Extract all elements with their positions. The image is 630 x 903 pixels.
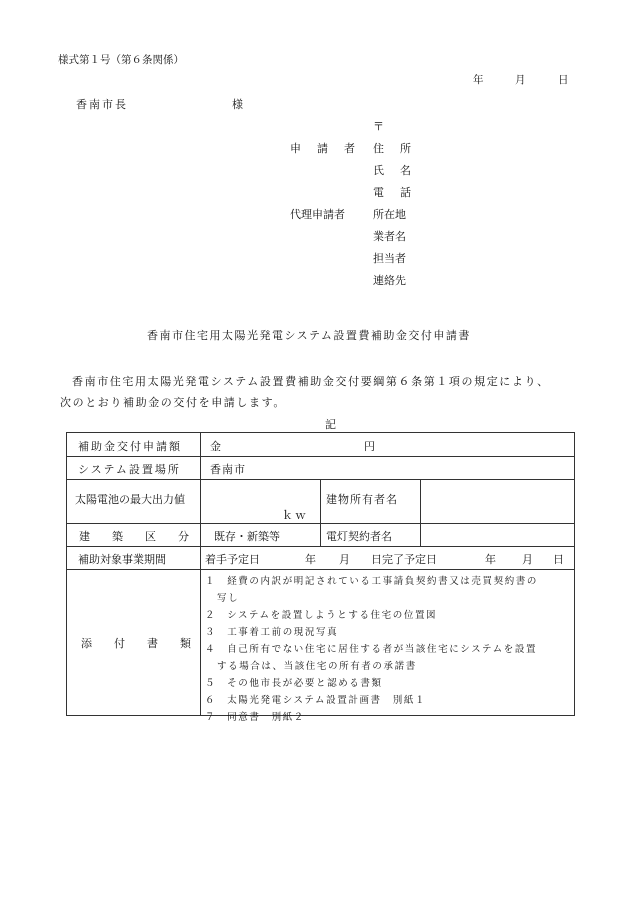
- applicant-role-label: 申請者: [290, 142, 371, 155]
- attachment-item-4-cont: する場合は、当該住宅の所有者の承諾書: [217, 661, 417, 672]
- max-output-label: 太陽電池の最大出力値: [75, 493, 185, 506]
- period-end-label: 日完了予定日: [371, 553, 437, 566]
- date-year-label: 年: [473, 74, 484, 86]
- attachments-label: 添付書類: [81, 637, 213, 650]
- amount-unit: 円: [364, 440, 375, 453]
- attachment-item-1: １ 経費の内訳が明記されている工事請負契約書又は売買契約書の: [205, 576, 539, 587]
- period-end-day: 日: [553, 553, 564, 566]
- amount-prefix: 金: [210, 440, 221, 453]
- ki-heading: 記: [325, 418, 336, 431]
- attachment-item-1-cont: 写し: [217, 593, 240, 604]
- agent-company-label: 業者名: [373, 230, 406, 243]
- max-output-unit: ｋｗ: [282, 509, 308, 522]
- addressee-suffix: 様: [232, 98, 243, 111]
- installation-location-label: システム設置場所: [78, 463, 181, 476]
- building-type-value: 既存・新築等: [214, 530, 280, 543]
- period-end-year: 年: [485, 553, 496, 566]
- period-start-month: 月: [339, 553, 350, 566]
- electricity-contract-label: 電灯契約者名: [326, 530, 392, 543]
- attachment-item-3: ３ 工事着工前の現況写真: [205, 627, 339, 638]
- attachment-item-2: ２ システムを設置しようとする住宅の位置図: [205, 610, 438, 621]
- form-reference: 様式第１号（第６条関係）: [58, 54, 184, 66]
- period-end-month: 月: [522, 553, 533, 566]
- attachment-item-5: ５ その他市長が必要と認める書類: [205, 678, 383, 689]
- applicant-address-label: 住所: [373, 142, 427, 155]
- agent-person-label: 担当者: [373, 252, 406, 265]
- project-period-label: 補助対象事業期間: [78, 553, 166, 566]
- amount-label: 補助金交付申請額: [78, 440, 182, 453]
- applicant-phone-label: 電話: [373, 186, 427, 199]
- period-start-year: 年: [305, 553, 316, 566]
- period-start-label: 着手予定日: [205, 553, 260, 566]
- agent-location-label: 所在地: [373, 208, 406, 221]
- applicant-name-label: 氏名: [373, 164, 427, 177]
- agent-contact-label: 連絡先: [373, 274, 406, 287]
- body-text-line-2: 次のとおり補助金の交付を申請します。: [60, 396, 286, 409]
- document-title: 香南市住宅用太陽光発電システム設置費補助金交付申請書: [147, 329, 471, 342]
- postal-mark: 〒: [373, 120, 384, 133]
- date-day-label: 日: [558, 74, 569, 86]
- attachment-item-7: ７ 同意書 別紙２: [205, 712, 305, 723]
- addressee-name: 香南市長: [76, 98, 128, 111]
- attachment-item-6: ６ 太陽光発電システム設置計画書 別紙１: [205, 695, 427, 706]
- building-type-label: 建築区分: [79, 530, 211, 543]
- date-month-label: 月: [515, 74, 526, 86]
- agent-role-label: 代理申請者: [290, 208, 345, 221]
- installation-location-value: 香南市: [210, 463, 246, 476]
- application-table: [66, 432, 575, 723]
- body-text-line-1: 香南市住宅用太陽光発電システム設置費補助金交付要綱第６条第１項の規定により、: [72, 375, 550, 388]
- attachment-item-4: ４ 自己所有でない住宅に居住する者が当該住宅にシステムを設置: [205, 644, 538, 655]
- building-owner-label: 建物所有者名: [326, 493, 398, 506]
